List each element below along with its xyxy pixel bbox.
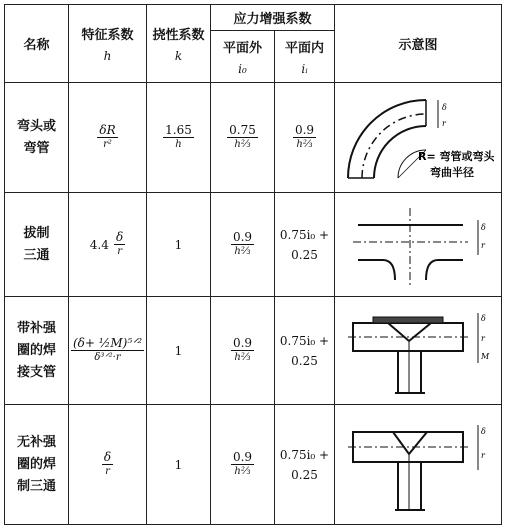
svg-text:R= 弯管或弯头: R= 弯管或弯头 (418, 149, 495, 163)
row-ii: $\frac{0.9}{\text{h⅔}}$ (275, 83, 335, 193)
header-out-of-plane: 平面外 i₀ (211, 31, 275, 83)
row-k: 1 (147, 405, 211, 525)
svg-text:r: r (481, 240, 485, 250)
header-flexibility: 挠性系数 k (147, 5, 211, 83)
row-h: $\frac{\delta R}{\text{r²}}$ (69, 83, 147, 193)
row-ii: 0.75i₀ + 0.25 (275, 193, 335, 297)
table-row (5, 405, 502, 525)
row-k: $\frac{1.65}{h}$ (147, 83, 211, 193)
svg-text:δ: δ (481, 426, 486, 436)
row-h: $\frac{\text{(δ+ ½M)⁵ᐟ²}}{\text{δ³ᐟ²·r}}$ (69, 297, 147, 405)
header-characteristic: 特征系数 h (69, 5, 147, 83)
row-ii: 0.75i₀ + 0.25 (275, 405, 335, 525)
header-diagram: 示意图 (335, 5, 502, 83)
svg-text:δ: δ (481, 313, 486, 323)
svg-text:r: r (442, 118, 446, 128)
coefficient-table-wrapper (4, 4, 502, 525)
row-io: $\frac{0.9}{\text{h⅔}}$ (211, 405, 275, 525)
stress-coefficient-table (4, 4, 502, 525)
row-name: 弯头或 弯管 (5, 83, 69, 193)
svg-text:M: M (481, 351, 490, 361)
header-name: 名称 (5, 5, 69, 83)
row-io: $\frac{0.75}{\text{h⅔}}$ (211, 83, 275, 193)
svg-text:r: r (481, 450, 485, 460)
svg-text:δ: δ (442, 102, 447, 112)
row-h: 4.4 $\frac{\delta}{r}$ (69, 193, 147, 297)
row-io: $\frac{0.9}{\text{h⅔}}$ (211, 297, 275, 405)
row-h: $\frac{\delta}{r}$ (69, 405, 147, 525)
svg-text:δ: δ (481, 222, 486, 232)
table-row (5, 83, 502, 193)
row-ii: 0.75i₀ + 0.25 (275, 297, 335, 405)
row-io: $\frac{0.9}{\text{h⅔}}$ (211, 193, 275, 297)
reinforced-branch-diagram (335, 297, 502, 405)
header-sif: 应力增强系数 (211, 5, 335, 31)
svg-text:弯曲半径: 弯曲半径 (430, 165, 475, 179)
row-k: 1 (147, 297, 211, 405)
row-k: 1 (147, 193, 211, 297)
unreinforced-tee-diagram (335, 405, 502, 525)
row-name: 拔制 三通 (5, 193, 69, 297)
table-row (5, 193, 502, 297)
svg-text:r: r (481, 333, 485, 343)
drawn-tee-diagram (335, 193, 502, 297)
header-in-plane: 平面内 iᵢ (275, 31, 335, 83)
row-name: 无补强 圈的焊 制三通 (5, 405, 69, 525)
row-name: 带补强 圈的焊 接支管 (5, 297, 69, 405)
table-row (5, 297, 502, 405)
elbow-diagram (335, 83, 502, 193)
